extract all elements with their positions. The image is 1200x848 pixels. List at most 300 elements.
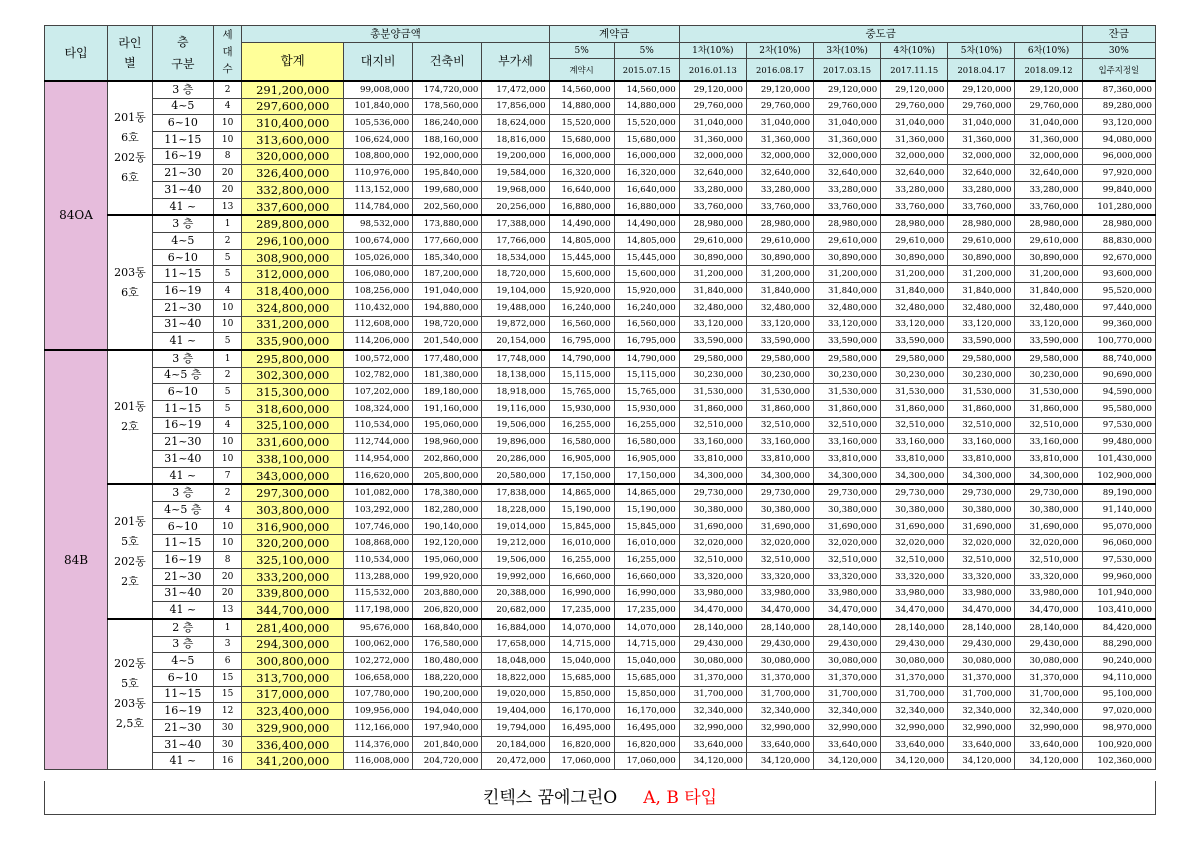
middle-6-cell: 31,370,000: [1015, 669, 1082, 686]
middle-4-cell: 33,640,000: [881, 736, 948, 753]
table-row: [45, 115, 1156, 132]
balance-cell: 95,100,000: [1082, 686, 1155, 703]
land-cell: 107,202,000: [344, 384, 413, 401]
building-cell: 199,920,000: [413, 568, 482, 585]
middle-2-cell: 33,640,000: [746, 736, 813, 753]
middle-6-cell: 29,610,000: [1015, 233, 1082, 250]
table-row: [45, 316, 1156, 333]
header-middle-pct-2: 2차(10%): [746, 42, 813, 59]
contract-1-cell: 16,580,000: [549, 434, 614, 451]
sum-cell: 318,600,000: [242, 400, 344, 417]
land-cell: 101,082,000: [344, 484, 413, 501]
table-row: [45, 333, 1156, 350]
table-row: [45, 266, 1156, 283]
vat-cell: 19,584,000: [482, 165, 549, 182]
building-cell: 195,840,000: [413, 165, 482, 182]
floor-cell: 6~10: [152, 669, 213, 686]
units-cell: 2: [213, 484, 241, 501]
building-cell: 188,220,000: [413, 669, 482, 686]
contract-2-cell: 17,060,000: [614, 753, 679, 770]
middle-6-cell: 29,730,000: [1015, 484, 1082, 501]
table-row: [45, 131, 1156, 148]
units-cell: 7: [213, 467, 241, 484]
contract-2-cell: 16,560,000: [614, 316, 679, 333]
middle-2-cell: 30,230,000: [746, 367, 813, 384]
floor-cell: 4~5: [152, 653, 213, 670]
contract-1-cell: 14,865,000: [549, 484, 614, 501]
land-cell: 108,324,000: [344, 400, 413, 417]
middle-6-cell: 29,430,000: [1015, 636, 1082, 653]
table-row: [45, 98, 1156, 115]
middle-1-cell: 34,300,000: [679, 467, 746, 484]
sum-cell: 317,000,000: [242, 686, 344, 703]
building-cell: 202,560,000: [413, 198, 482, 215]
price-sheet: [44, 25, 1156, 770]
building-cell: 202,860,000: [413, 451, 482, 468]
vat-cell: 18,822,000: [482, 669, 549, 686]
balance-cell: 103,410,000: [1082, 602, 1155, 619]
middle-6-cell: 29,580,000: [1015, 350, 1082, 367]
middle-4-cell: 28,980,000: [881, 215, 948, 232]
vat-cell: 19,992,000: [482, 568, 549, 585]
middle-1-cell: 33,280,000: [679, 182, 746, 199]
sum-cell: 329,900,000: [242, 720, 344, 737]
land-cell: 114,206,000: [344, 333, 413, 350]
line-label: 203동: [114, 697, 146, 711]
middle-6-cell: 32,510,000: [1015, 552, 1082, 569]
middle-5-cell: 34,120,000: [948, 753, 1015, 770]
header-vat: 부가세: [482, 42, 549, 81]
units-cell: 5: [213, 266, 241, 283]
vat-cell: 19,872,000: [482, 316, 549, 333]
middle-6-cell: 34,120,000: [1015, 753, 1082, 770]
vat-cell: 18,816,000: [482, 131, 549, 148]
line-label: 6호: [121, 285, 139, 299]
middle-2-cell: 31,840,000: [746, 283, 813, 300]
line-label: 201동: [114, 514, 146, 528]
middle-5-cell: 33,640,000: [948, 736, 1015, 753]
header-contract-group: 계약금: [549, 26, 679, 43]
middle-3-cell: 33,120,000: [814, 316, 881, 333]
header-line-text: 라인별: [118, 35, 142, 70]
units-cell: 13: [213, 198, 241, 215]
middle-2-cell: 31,040,000: [746, 115, 813, 132]
middle-4-cell: 31,370,000: [881, 669, 948, 686]
middle-5-cell: 33,810,000: [948, 451, 1015, 468]
sum-cell: 341,200,000: [242, 753, 344, 770]
building-cell: 195,060,000: [413, 417, 482, 434]
floor-cell: 6~10: [152, 384, 213, 401]
vat-cell: 20,256,000: [482, 198, 549, 215]
contract-2-cell: 16,660,000: [614, 568, 679, 585]
contract-1-cell: 14,070,000: [549, 619, 614, 636]
middle-3-cell: 29,610,000: [814, 233, 881, 250]
contract-1-cell: 15,190,000: [549, 502, 614, 519]
units-cell: 4: [213, 502, 241, 519]
sum-cell: 335,900,000: [242, 333, 344, 350]
land-cell: 113,288,000: [344, 568, 413, 585]
balance-cell: 95,520,000: [1082, 283, 1155, 300]
line-cell: [108, 619, 153, 770]
contract-1-cell: 15,680,000: [549, 131, 614, 148]
floor-cell: 16~19: [152, 703, 213, 720]
sum-cell: 300,800,000: [242, 653, 344, 670]
contract-2-cell: 16,580,000: [614, 434, 679, 451]
middle-2-cell: 32,020,000: [746, 535, 813, 552]
sum-cell: 297,600,000: [242, 98, 344, 115]
middle-2-cell: 31,860,000: [746, 400, 813, 417]
middle-5-cell: 29,610,000: [948, 233, 1015, 250]
floor-cell: 16~19: [152, 552, 213, 569]
middle-3-cell: 29,760,000: [814, 98, 881, 115]
floor-cell: 21~30: [152, 299, 213, 316]
middle-4-cell: 32,480,000: [881, 299, 948, 316]
balance-cell: 97,530,000: [1082, 552, 1155, 569]
middle-3-cell: 31,360,000: [814, 131, 881, 148]
contract-1-cell: 14,560,000: [549, 81, 614, 98]
middle-4-cell: 28,140,000: [881, 619, 948, 636]
contract-1-cell: 15,920,000: [549, 283, 614, 300]
building-cell: 186,240,000: [413, 115, 482, 132]
middle-3-cell: 31,840,000: [814, 283, 881, 300]
middle-3-cell: 32,510,000: [814, 417, 881, 434]
middle-5-cell: 31,360,000: [948, 131, 1015, 148]
middle-5-cell: 28,980,000: [948, 215, 1015, 232]
middle-1-cell: 34,120,000: [679, 753, 746, 770]
contract-2-cell: 14,865,000: [614, 484, 679, 501]
building-cell: 194,040,000: [413, 703, 482, 720]
vat-cell: 17,388,000: [482, 215, 549, 232]
building-cell: 190,200,000: [413, 686, 482, 703]
floor-cell: 3 층: [152, 484, 213, 501]
middle-6-cell: 31,700,000: [1015, 686, 1082, 703]
contract-2-cell: 16,010,000: [614, 535, 679, 552]
units-cell: 10: [213, 316, 241, 333]
floor-cell: 4~5 층: [152, 502, 213, 519]
middle-6-cell: 32,510,000: [1015, 417, 1082, 434]
balance-cell: 87,360,000: [1082, 81, 1155, 98]
middle-1-cell: 30,080,000: [679, 653, 746, 670]
middle-1-cell: 28,140,000: [679, 619, 746, 636]
balance-cell: 91,140,000: [1082, 502, 1155, 519]
building-cell: 176,580,000: [413, 636, 482, 653]
contract-2-cell: 16,255,000: [614, 552, 679, 569]
header-middle-pct-4: 4차(10%): [881, 42, 948, 59]
middle-5-cell: 31,840,000: [948, 283, 1015, 300]
sum-cell: 323,400,000: [242, 703, 344, 720]
header-middle-pct-3: 3차(10%): [814, 42, 881, 59]
building-cell: 189,180,000: [413, 384, 482, 401]
line-label: 2호: [121, 574, 139, 588]
sum-cell: 331,600,000: [242, 434, 344, 451]
land-cell: 106,624,000: [344, 131, 413, 148]
middle-6-cell: 30,890,000: [1015, 249, 1082, 266]
middle-6-cell: 34,470,000: [1015, 602, 1082, 619]
table-row: [45, 653, 1156, 670]
middle-5-cell: 32,000,000: [948, 148, 1015, 165]
middle-2-cell: 33,590,000: [746, 333, 813, 350]
vat-cell: 20,286,000: [482, 451, 549, 468]
units-cell: 20: [213, 568, 241, 585]
vat-cell: 20,472,000: [482, 753, 549, 770]
middle-1-cell: 33,590,000: [679, 333, 746, 350]
line-label: 201동: [114, 400, 146, 414]
sum-cell: 313,700,000: [242, 669, 344, 686]
middle-5-cell: 33,980,000: [948, 585, 1015, 602]
table-header: [45, 26, 1156, 81]
balance-cell: 95,580,000: [1082, 400, 1155, 417]
balance-cell: 101,430,000: [1082, 451, 1155, 468]
contract-2-cell: 15,445,000: [614, 249, 679, 266]
middle-3-cell: 31,530,000: [814, 384, 881, 401]
land-cell: 106,080,000: [344, 266, 413, 283]
middle-3-cell: 33,590,000: [814, 333, 881, 350]
land-cell: 101,840,000: [344, 98, 413, 115]
table-row: [45, 518, 1156, 535]
line-label: 202동: [114, 554, 146, 568]
balance-cell: 100,770,000: [1082, 333, 1155, 350]
vat-cell: 17,472,000: [482, 81, 549, 98]
vat-cell: 20,184,000: [482, 736, 549, 753]
vat-cell: 19,506,000: [482, 552, 549, 569]
building-cell: 178,380,000: [413, 484, 482, 501]
middle-6-cell: 32,990,000: [1015, 720, 1082, 737]
middle-1-cell: 31,200,000: [679, 266, 746, 283]
middle-5-cell: 33,160,000: [948, 434, 1015, 451]
middle-2-cell: 32,000,000: [746, 148, 813, 165]
middle-4-cell: 33,590,000: [881, 333, 948, 350]
middle-5-cell: 29,760,000: [948, 98, 1015, 115]
middle-1-cell: 31,360,000: [679, 131, 746, 148]
sum-cell: 336,400,000: [242, 736, 344, 753]
header-units-3: 수: [222, 63, 233, 76]
land-cell: 112,744,000: [344, 434, 413, 451]
building-cell: 191,160,000: [413, 400, 482, 417]
middle-5-cell: 32,990,000: [948, 720, 1015, 737]
middle-4-cell: 29,430,000: [881, 636, 948, 653]
building-cell: 192,000,000: [413, 148, 482, 165]
header-middle-label-4: 2017.11.15: [881, 59, 948, 81]
middle-2-cell: 29,730,000: [746, 484, 813, 501]
contract-2-cell: 16,495,000: [614, 720, 679, 737]
table-body: [45, 81, 1156, 770]
balance-cell: 98,970,000: [1082, 720, 1155, 737]
middle-3-cell: 31,200,000: [814, 266, 881, 283]
floor-cell: 3 층: [152, 215, 213, 232]
middle-4-cell: 32,340,000: [881, 703, 948, 720]
middle-4-cell: 31,700,000: [881, 686, 948, 703]
contract-1-cell: 15,115,000: [549, 367, 614, 384]
table-row: [45, 736, 1156, 753]
contract-2-cell: 15,115,000: [614, 367, 679, 384]
middle-1-cell: 33,320,000: [679, 568, 746, 585]
units-cell: 10: [213, 518, 241, 535]
sum-cell: 316,900,000: [242, 518, 344, 535]
middle-4-cell: 32,000,000: [881, 148, 948, 165]
header-land: 대지비: [344, 42, 413, 81]
contract-2-cell: 16,170,000: [614, 703, 679, 720]
middle-4-cell: 30,080,000: [881, 653, 948, 670]
building-cell: 198,960,000: [413, 434, 482, 451]
building-cell: 197,940,000: [413, 720, 482, 737]
line-label: 6호: [121, 131, 139, 145]
units-cell: 20: [213, 182, 241, 199]
contract-2-cell: 14,490,000: [614, 215, 679, 232]
middle-1-cell: 33,810,000: [679, 451, 746, 468]
middle-3-cell: 32,340,000: [814, 703, 881, 720]
balance-cell: 93,120,000: [1082, 115, 1155, 132]
balance-cell: 89,280,000: [1082, 98, 1155, 115]
contract-1-cell: 14,715,000: [549, 636, 614, 653]
table-row: [45, 753, 1156, 770]
units-cell: 5: [213, 333, 241, 350]
units-cell: 20: [213, 585, 241, 602]
middle-1-cell: 31,840,000: [679, 283, 746, 300]
middle-3-cell: 33,640,000: [814, 736, 881, 753]
floor-cell: 11~15: [152, 535, 213, 552]
vat-cell: 19,794,000: [482, 720, 549, 737]
middle-1-cell: 31,530,000: [679, 384, 746, 401]
sum-cell: 325,100,000: [242, 552, 344, 569]
middle-2-cell: 32,510,000: [746, 417, 813, 434]
land-cell: 110,534,000: [344, 552, 413, 569]
middle-3-cell: 30,380,000: [814, 502, 881, 519]
building-cell: 182,280,000: [413, 502, 482, 519]
floor-cell: 41 ~: [152, 467, 213, 484]
sum-cell: 302,300,000: [242, 367, 344, 384]
balance-cell: 28,980,000: [1082, 215, 1155, 232]
table-row: [45, 669, 1156, 686]
middle-4-cell: 30,890,000: [881, 249, 948, 266]
sum-cell: 344,700,000: [242, 602, 344, 619]
middle-3-cell: 32,510,000: [814, 552, 881, 569]
floor-cell: 6~10: [152, 249, 213, 266]
vat-cell: 18,138,000: [482, 367, 549, 384]
middle-6-cell: 34,300,000: [1015, 467, 1082, 484]
land-cell: 117,198,000: [344, 602, 413, 619]
floor-cell: 3 층: [152, 81, 213, 98]
middle-1-cell: 29,760,000: [679, 98, 746, 115]
balance-cell: 99,360,000: [1082, 316, 1155, 333]
middle-6-cell: 33,590,000: [1015, 333, 1082, 350]
vat-cell: 17,748,000: [482, 350, 549, 367]
contract-1-cell: 15,520,000: [549, 115, 614, 132]
contract-1-cell: 16,240,000: [549, 299, 614, 316]
land-cell: 98,532,000: [344, 215, 413, 232]
floor-cell: 31~40: [152, 451, 213, 468]
units-cell: 8: [213, 552, 241, 569]
floor-cell: 16~19: [152, 283, 213, 300]
middle-4-cell: 33,760,000: [881, 198, 948, 215]
middle-4-cell: 34,470,000: [881, 602, 948, 619]
middle-3-cell: 30,230,000: [814, 367, 881, 384]
units-cell: 10: [213, 451, 241, 468]
sum-cell: 291,200,000: [242, 81, 344, 98]
balance-cell: 84,420,000: [1082, 619, 1155, 636]
header-middle-pct-6: 6차(10%): [1015, 42, 1082, 59]
middle-4-cell: 31,690,000: [881, 518, 948, 535]
balance-cell: 97,440,000: [1082, 299, 1155, 316]
middle-1-cell: 34,470,000: [679, 602, 746, 619]
middle-3-cell: 28,980,000: [814, 215, 881, 232]
middle-5-cell: 30,080,000: [948, 653, 1015, 670]
building-cell: 174,720,000: [413, 81, 482, 98]
sum-cell: 343,000,000: [242, 467, 344, 484]
land-cell: 107,746,000: [344, 518, 413, 535]
header-middle-pct-5: 5차(10%): [948, 42, 1015, 59]
line-cell: [108, 350, 153, 485]
contract-1-cell: 17,150,000: [549, 467, 614, 484]
vat-cell: 16,884,000: [482, 619, 549, 636]
table-row: [45, 484, 1156, 501]
header-line: [108, 26, 153, 81]
line-cell: [108, 484, 153, 619]
header-middle-group: 중도금: [679, 26, 1082, 43]
middle-5-cell: 33,590,000: [948, 333, 1015, 350]
balance-cell: 101,940,000: [1082, 585, 1155, 602]
units-cell: 5: [213, 400, 241, 417]
middle-2-cell: 29,430,000: [746, 636, 813, 653]
land-cell: 108,800,000: [344, 148, 413, 165]
middle-1-cell: 31,040,000: [679, 115, 746, 132]
vat-cell: 17,658,000: [482, 636, 549, 653]
middle-6-cell: 33,160,000: [1015, 434, 1082, 451]
vat-cell: 19,968,000: [482, 182, 549, 199]
contract-2-cell: 15,600,000: [614, 266, 679, 283]
contract-2-cell: 14,070,000: [614, 619, 679, 636]
contract-2-cell: 16,990,000: [614, 585, 679, 602]
table-row: [45, 552, 1156, 569]
header-total-group: 총분양금액: [242, 26, 549, 43]
building-cell: 180,480,000: [413, 653, 482, 670]
table-row: [45, 283, 1156, 300]
middle-2-cell: 29,120,000: [746, 81, 813, 98]
land-cell: 110,432,000: [344, 299, 413, 316]
header-sum: 합계: [242, 42, 344, 81]
middle-2-cell: 34,300,000: [746, 467, 813, 484]
units-cell: 10: [213, 299, 241, 316]
middle-3-cell: 29,120,000: [814, 81, 881, 98]
header-building: 건축비: [413, 42, 482, 81]
middle-5-cell: 31,700,000: [948, 686, 1015, 703]
land-cell: 109,956,000: [344, 703, 413, 720]
middle-1-cell: 30,890,000: [679, 249, 746, 266]
line-label: 202동: [114, 151, 146, 165]
vat-cell: 20,388,000: [482, 585, 549, 602]
middle-5-cell: 32,020,000: [948, 535, 1015, 552]
table-row: [45, 451, 1156, 468]
building-cell: 177,480,000: [413, 350, 482, 367]
middle-1-cell: 29,120,000: [679, 81, 746, 98]
balance-cell: 94,590,000: [1082, 384, 1155, 401]
middle-5-cell: 31,040,000: [948, 115, 1015, 132]
balance-cell: 102,360,000: [1082, 753, 1155, 770]
floor-cell: 31~40: [152, 182, 213, 199]
contract-1-cell: 15,040,000: [549, 653, 614, 670]
middle-2-cell: 28,140,000: [746, 619, 813, 636]
table-row: [45, 81, 1156, 98]
table-row: [45, 367, 1156, 384]
middle-3-cell: 28,140,000: [814, 619, 881, 636]
floor-cell: 4~5: [152, 98, 213, 115]
contract-1-cell: 16,640,000: [549, 182, 614, 199]
contract-1-cell: 16,255,000: [549, 417, 614, 434]
land-cell: 116,620,000: [344, 467, 413, 484]
sum-cell: 331,200,000: [242, 316, 344, 333]
units-cell: 12: [213, 703, 241, 720]
units-cell: 5: [213, 249, 241, 266]
units-cell: 10: [213, 535, 241, 552]
